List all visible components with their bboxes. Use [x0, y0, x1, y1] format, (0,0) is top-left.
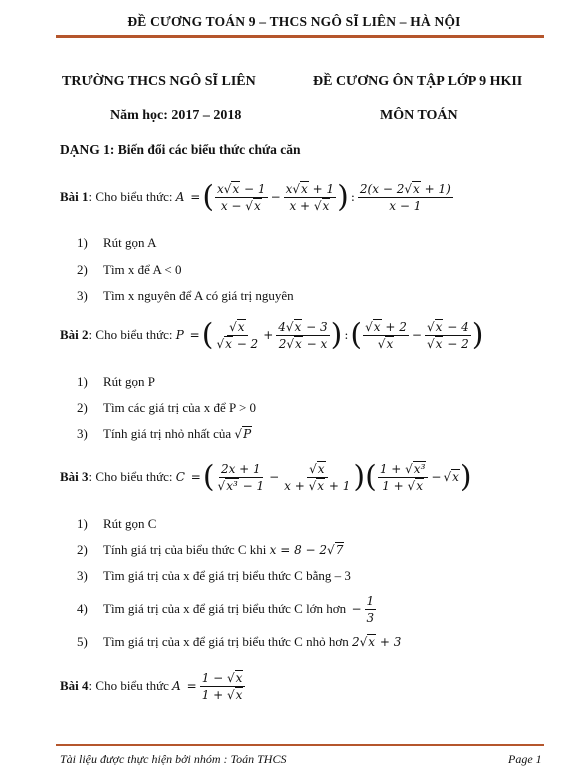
problem-1-formula: A =( $\frac{x√x - 1}{x - √x}$ − $\frac{x√x + 1}{x + √x}$ ) : $\frac{2(x - 2√x + 1)}{x - 1}$ — [175, 179, 451, 215]
problem-4-formula: A = $\frac{1 - √x}{1 + √x}$ — [172, 679, 246, 693]
problem-2-item-3: 3) Tính giá trị nhỏ nhất của √P — [77, 426, 252, 441]
problem-4-intro: : Cho biểu thức — [88, 678, 169, 693]
problem-2-formula: P =( $\frac{√x}{√x - 2}$ + $\frac{4√x - 3}{2√x - x}$ ) :( $\frac{√x + 2}{√x}$ − $\frac{√x - 4}{√x - 2}$ ) — [175, 317, 484, 353]
problem-1-item-2: 2) Tìm x để A < 0 — [77, 262, 182, 277]
problem-1-item-1: 1) Rút gọn A — [77, 235, 157, 250]
problem-4 — [60, 671, 246, 702]
school-name: TRƯỜNG THCS NGÔ SĨ LIÊN — [62, 74, 256, 89]
problem-3-label: Bài 3 — [60, 469, 89, 484]
problem-1-label: Bài 1 — [60, 189, 89, 204]
footer-divider — [56, 744, 544, 746]
problem-3-item-3: 3) Tìm giá trị của x để giá trị biểu thức C bằng – 3 — [77, 568, 351, 583]
problem-2-item-2: 2) Tìm các giá trị của x để P > 0 — [77, 400, 257, 415]
document-title: ĐỀ CƯƠNG ÔN TẬP LỚP 9 HKII — [313, 74, 523, 89]
problem-3-item-1: 1) Rút gọn C — [77, 516, 157, 531]
problem-1-intro: : Cho biểu thức: — [88, 189, 173, 204]
section-title: DẠNG 1: Biến đổi các biểu thức chứa căn — [60, 142, 301, 157]
problem-1 — [60, 179, 454, 215]
page-number: Page 1 — [508, 752, 542, 766]
problem-4-label: Bài 4 — [60, 678, 89, 693]
footer-credit: Tài liệu được thực hiện bởi nhóm : Toán THCS — [60, 752, 287, 766]
subject-title: MÔN TOÁN — [380, 108, 458, 123]
problem-3 — [60, 459, 472, 495]
problem-2-label: Bài 2 — [60, 327, 89, 342]
problem-1-item-3: 3) Tìm x nguyên để A có giá trị nguyên — [77, 288, 294, 303]
document-header: ĐỀ CƯƠNG TOÁN 9 – THCS NGÔ SĨ LIÊN – HÀ NỘI — [127, 14, 461, 29]
header-divider — [56, 35, 544, 38]
problem-3-intro: : Cho biểu thức: — [88, 469, 173, 484]
problem-3-formula: C =( $\frac{2x + 1}{\text{√x³ − 1}}$ − $\frac{√x}{x + √x + 1}$ )( $\frac{\text{1 + √x³}}{1 + √x}$ − √x) — [175, 459, 472, 495]
school-year: Năm học: 2017 – 2018 — [110, 108, 242, 123]
problem-3-item-4: 4) Tìm giá trị của x để giá trị biểu thức C lớn hơn − $\frac{1}{3}$ — [77, 594, 375, 625]
problem-2-intro: : Cho biểu thức: — [88, 327, 173, 342]
problem-2-item-1: 1) Rút gọn P — [77, 374, 156, 389]
problem-3-item-2: 2) Tính giá trị của biểu thức C khi x = 8 − 2√7 — [77, 542, 344, 557]
problem-2 — [60, 317, 484, 353]
problem-3-item-5: 5) Tìm giá trị của x để giá trị biểu thức C nhỏ hơn 2√x + 3 — [77, 634, 402, 649]
